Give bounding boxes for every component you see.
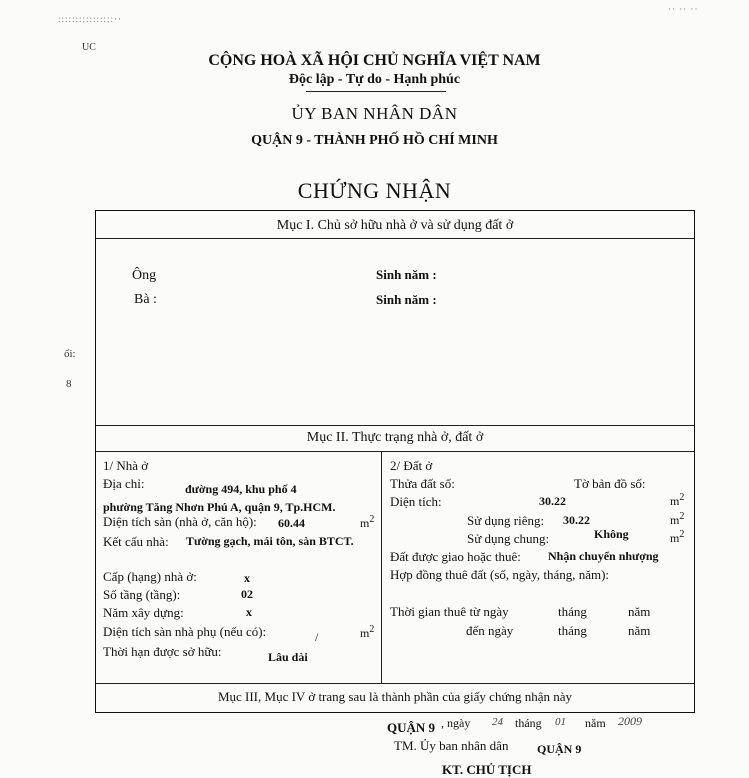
land-heading: 2/ Đất ở [390,458,433,473]
land-lease-from-year-label: năm [628,604,651,619]
owner-mr-label: Ông [132,268,157,283]
house-build-year-label: Năm xây dựng: [103,605,184,620]
footer-note-divider [96,683,694,684]
house-structure-label: Kết cấu nhà: [103,534,169,549]
land-lease-from-label: Thời gian thuê từ ngày [390,604,509,619]
motto-underline [306,91,446,92]
land-area-value: 30.22 [539,494,566,508]
house-term-label: Thời hạn được sở hữu: [103,644,222,659]
owner-mrs-birth-year-label: Sinh năm : [376,292,437,307]
house-floor-area-unit: $m^2$ [360,514,375,530]
section2-top-divider [96,425,694,426]
section2-title-divider [96,451,694,452]
section2-title: Mục II. Thực trạng nhà ở, đất ở [306,430,484,445]
land-shared-use-value: Không [594,527,629,541]
section1-title: Mục I. Chủ sở hữu nhà ở và sử dụng đất ở [276,218,514,233]
house-aux-area-label: Diện tích sàn nhà phụ (nếu có): [103,624,267,639]
signature-on-behalf: TM. Ủy ban nhân dân [394,738,509,753]
land-lease-from-month-label: tháng [558,604,587,619]
house-floors-label: Số tầng (tầng): [103,587,181,602]
land-lease-to-label: đến ngày [466,623,514,638]
house-floor-area-value: 60.44 [278,516,305,530]
land-allocation-label: Đất được giao hoặc thuê: [390,549,521,564]
owner-mrs-label: Bà : [134,292,157,307]
house-structure-value: Tường gạch, mái tôn, sàn BTCT. [186,534,354,548]
house-term-value: Lâu dài [268,650,308,664]
section1-title-divider [96,238,694,239]
signature-year: 2009 [618,714,642,728]
scan-noise-top-right: ·· ·· ·· [668,4,699,14]
land-map-sheet-label: Tờ bản đồ số: [574,476,646,491]
signature-day: 24 [492,716,503,728]
land-shared-use-label: Sử dụng chung: [467,531,550,546]
margin-mark-low: 8 [66,378,72,390]
house-build-year-value: x [246,605,252,619]
house-grade-label: Cấp (hạng) nhà ở: [103,569,197,584]
house-aux-area-unit: $m^2$ [360,624,375,640]
margin-mark-mid: ối: [64,348,76,360]
house-address-line1: đường 494, khu phố 4 [185,482,297,496]
house-address-line2: phường Tăng Nhơn Phú A, quận 9, Tp.HCM. [103,500,336,514]
signature-district: QUẬN 9 [537,742,582,756]
house-floor-area-label: Diện tích sàn (nhà ở, căn hộ): [103,514,257,529]
house-heading: 1/ Nhà ở [103,458,149,473]
section2-column-divider [381,451,382,683]
land-lease-contract-label: Hợp đồng thuê đất (số, ngày, tháng, năm): [390,567,610,582]
signature-place: QUẬN 9 [387,720,436,735]
house-floors-value: 02 [241,587,253,601]
scan-noise-top-left: ::::::::::::::::·· [58,14,123,24]
signature-month: 01 [555,716,566,728]
district-name: QUẬN 9 - THÀNH PHỐ HỒ CHÍ MINH [251,133,498,148]
signature-month-label: tháng [515,716,542,730]
land-lease-to-year-label: năm [628,623,651,638]
signature-year-label: năm [585,716,606,730]
signature-date-label: , ngày [441,716,471,730]
land-lease-to-month-label: tháng [558,623,587,638]
margin-mark-top: UC [82,42,96,53]
house-grade-value: x [244,571,250,585]
land-private-use-unit: $m^2$ [670,511,685,527]
land-area-unit: $m^2$ [670,492,685,508]
committee-name: ỦY BAN NHÂN DÂN [291,104,458,123]
country-name: CỘNG HOÀ XÃ HỘI CHỦ NGHĨA VIỆT NAM [208,52,541,69]
owner-mr-birth-year-label: Sinh năm : [376,267,437,282]
land-shared-use-unit: $m^2$ [670,529,685,545]
signature-signer-title: KT. CHỦ TỊCH [442,762,532,777]
house-aux-area-value: / [315,630,319,644]
land-private-use-value: 30.22 [563,513,590,527]
land-private-use-label: Sử dụng riêng: [467,513,545,528]
document-title: CHỨNG NHẬN [297,178,452,203]
land-allocation-value: Nhận chuyển nhượng [548,549,659,563]
land-area-label: Diện tích: [390,494,442,509]
country-motto: Độc lập - Tự do - Hạnh phúc [288,72,461,87]
land-parcel-label: Thửa đất số: [390,476,455,491]
house-address-label: Địa chỉ: [103,476,145,491]
footer-note: Mục III, Mục IV ở trang sau là thành phần của giấy chứng nhận này [217,689,573,704]
